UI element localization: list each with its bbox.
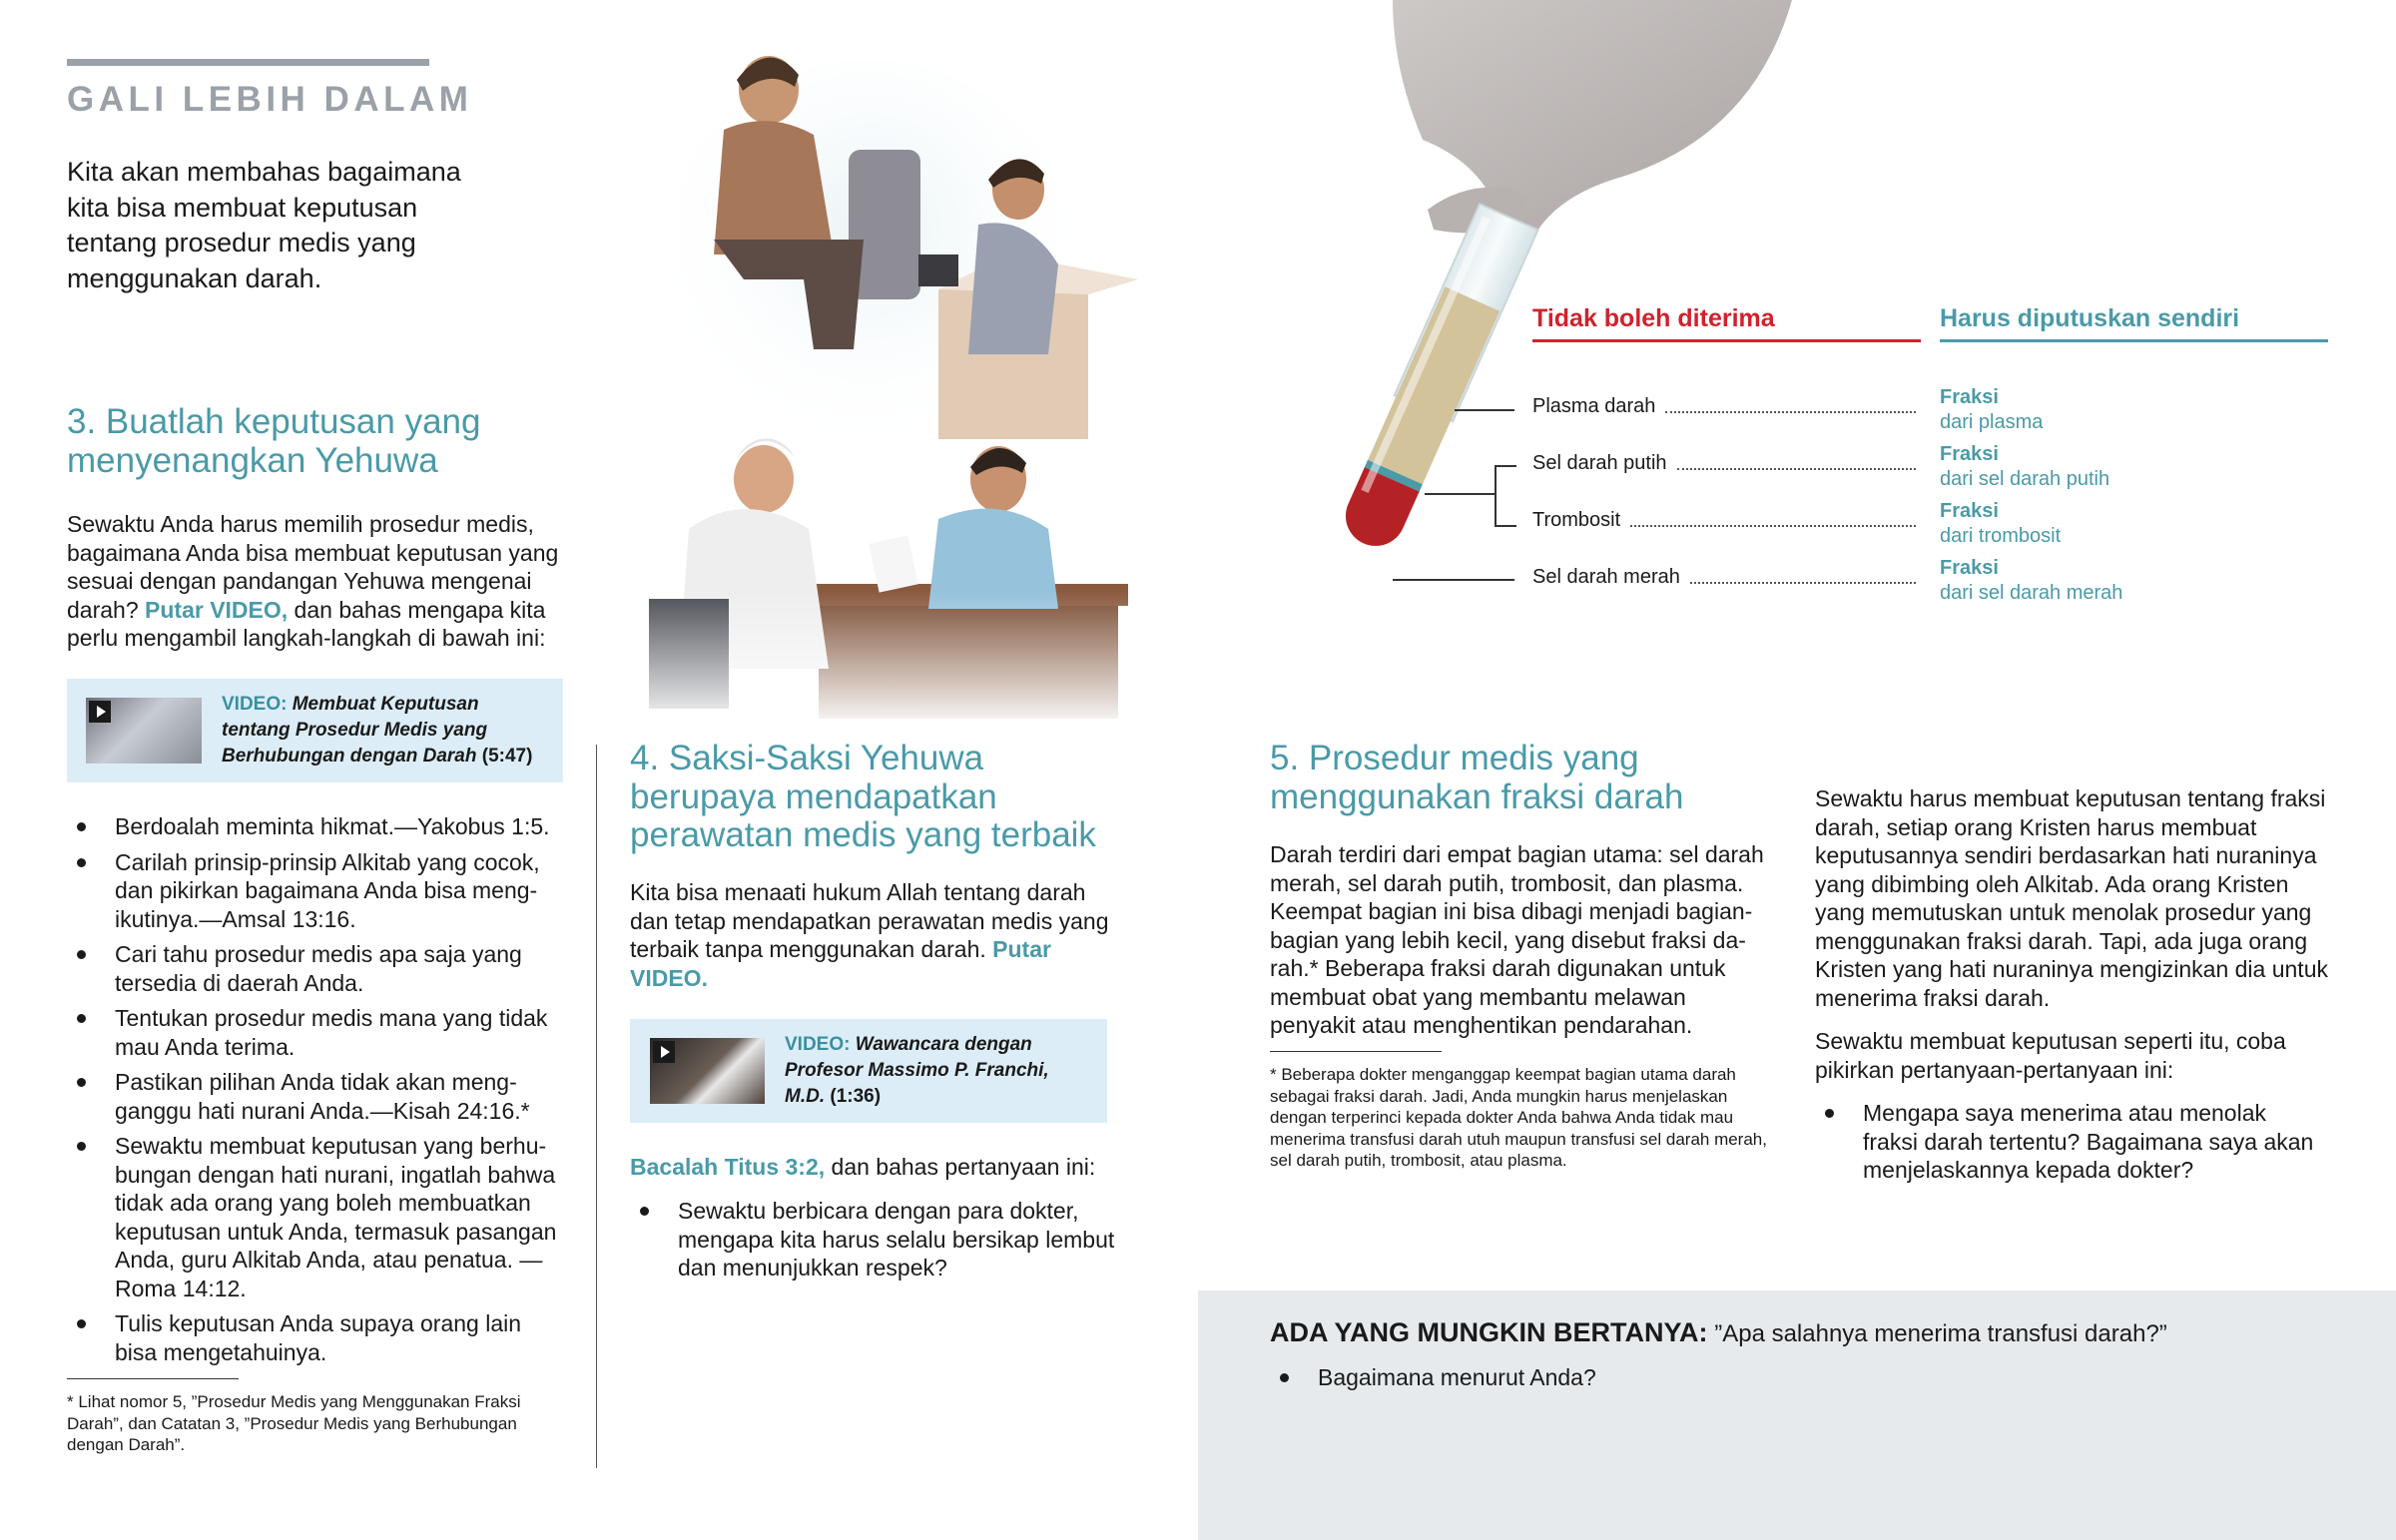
video-duration: (5:47) — [481, 746, 533, 767]
col-header-own-decision: Harus diputuskan sendiri — [1940, 304, 2240, 332]
section-3-paragraph — [67, 510, 566, 653]
leader-bracket — [1495, 465, 1516, 527]
fraction-label: Fraksi — [1940, 443, 1999, 465]
column-divider — [596, 745, 597, 1468]
component-row-plasma — [1532, 395, 1920, 418]
play-icon[interactable] — [89, 701, 111, 723]
component-row-red — [1532, 566, 1920, 589]
fraction-source: dari sel darah putih — [1940, 468, 2110, 490]
list-item: Mengapa saya menerima atau menolak fraksi darah tertentu? Bagaimana saya akan menjelaskannya kepada dokter? — [1815, 1099, 2314, 1185]
fraction-label: Fraksi — [1940, 557, 1999, 579]
fraction-platelets — [1940, 499, 2061, 549]
section-3-bullets — [67, 812, 566, 1373]
component-name: Sel darah merah — [1532, 566, 1680, 588]
ask-box-text: ”Apa salahnya menerima transfusi darah?” — [1707, 1320, 2167, 1347]
fraction-label: Fraksi — [1940, 500, 1999, 522]
fraction-source: dari plasma — [1940, 411, 2044, 433]
fraction-red — [1940, 556, 2122, 606]
fraction-source: dari sel darah merah — [1940, 582, 2123, 604]
component-name: Trombosit — [1532, 509, 1621, 531]
play-video-link-4[interactable]: Putar VIDEO. — [630, 936, 1051, 991]
list-item: Bagaimana menurut Anda? — [1270, 1363, 1969, 1392]
component-row-platelets — [1532, 509, 1920, 532]
kicker: GALI LEBIH DALAM — [67, 80, 473, 119]
list-item: Tentukan prosedur medis mana yang tidak mau Anda terima. — [67, 1004, 566, 1061]
leader-line — [1393, 579, 1514, 581]
play-icon[interactable] — [653, 1041, 675, 1063]
section-5-paragraph-2: Sewaktu harus membuat keputusan tentang fraksi darah, setiap orang Kristen harus membuat keputusannya sendiri berdasarkan hati nuraninya yang dibimbing oleh Alkitab. Ada orang Kristen yang memutuskan untuk menolak prosedur yang menggunakan fraksi darah. Tapi, ada juga orang Kristen yang hati nuraninya mengizinkan dia untuk menerima fraksi darah. — [1815, 785, 2328, 1011]
list-item: Sewaktu berbicara dengan para dokter, mengapa kita harus selalu bersikap lembut dan menunjukkan respek? — [630, 1197, 1129, 1283]
section-5-paragraph-3: Sewaktu membuat keputusan seperti itu, coba pikirkan pertanyaan-pertanyaan ini: — [1815, 1028, 2286, 1083]
video-duration: (1:36) — [830, 1086, 882, 1107]
consultation-illustration — [619, 40, 1138, 729]
kicker-rule — [67, 59, 429, 66]
list-item: Carilah prinsip-prinsip Alkitab yang cocok, dan pikirkan bagaimana Anda bisa meng-ikutinya.—Amsal 13:16. — [67, 848, 566, 934]
video-label: VIDEO: — [785, 1034, 851, 1055]
footnote-rule — [67, 1378, 239, 1379]
video-thumbnail[interactable] — [650, 1038, 765, 1104]
intro-text: Kita akan membahas bagaimana kita bisa membuat keputusan tentang prosedur medis yang menggunakan darah. — [67, 157, 461, 293]
play-video-link-3[interactable]: Putar VIDEO, — [145, 596, 289, 623]
footnote-rule — [1270, 1051, 1442, 1052]
ask-box-bullets — [1270, 1363, 1969, 1399]
section-3-title: 3. Buatlah keputusan yang menyenangkan Yehuwa — [67, 402, 481, 480]
section-3-para-before: Sewaktu Anda harus memilih prosedur medis, bagaimana Anda bisa membuat keputusan yang sesuai dengan pandangan Yehuwa mengenai darah? — [67, 511, 559, 623]
ask-box-question — [1270, 1317, 2348, 1348]
leader-line — [1425, 493, 1495, 495]
section-5-footnote: * Beberapa dokter menganggap keempat bagian utama darah sebagai fraksi darah. Jadi, Anda mungkin harus menjelaskan dengan terperinci kepada dokter Anda bahwa Anda tidak mau menerima transfusi darah utuh maupun transfusi sel darah merah, sel darah putih, trombosit, atau plasma. — [1270, 1065, 1767, 1170]
fraction-white — [1940, 442, 2109, 492]
col-rule-teal — [1940, 339, 2328, 342]
section-4-read-after: dan bahas pertanyaan ini: — [825, 1154, 1096, 1180]
video-thumbnail[interactable] — [86, 698, 202, 764]
video-title: Membuat Keputusan tentang Prosedur Medis yang Berhubungan dengan Darah — [222, 694, 488, 767]
component-name: Sel darah putih — [1532, 452, 1667, 474]
video-card-3[interactable] — [67, 679, 563, 782]
list-item: Pastikan pilihan Anda tidak akan meng-ganggu hati nurani Anda.—Kisah 24:16.* — [67, 1068, 566, 1125]
col-rule-red — [1532, 339, 1921, 342]
component-row-white — [1532, 452, 1920, 475]
leader-dots — [1690, 582, 1916, 584]
list-item: Berdoalah meminta hikmat.—Yakobus 1:5. — [67, 812, 566, 841]
fraction-source: dari trombosit — [1940, 525, 2062, 547]
section-4-bullets — [630, 1197, 1129, 1289]
video-caption-3[interactable] — [222, 692, 551, 770]
leader-line — [1455, 409, 1514, 411]
section-3-para-after: dan bahas mengapa kita perlu mengambil langkah-langkah di bawah ini: — [67, 596, 546, 651]
list-item: Tulis keputusan Anda supaya orang lain bisa mengetahuinya. — [67, 1309, 566, 1366]
section-4-paragraph — [630, 878, 1109, 992]
fraction-label: Fraksi — [1940, 386, 1999, 408]
section-5-bullets — [1815, 1099, 2314, 1192]
video-caption-4[interactable] — [785, 1032, 1094, 1110]
section-3-footnote: * Lihat nomor 5, ”Prosedur Medis yang Menggunakan Fraksi Darah”, dan Catatan 3, ”Prosedur Medis yang Berhubungan dengan Darah”. — [67, 1392, 521, 1454]
leader-dots — [1677, 468, 1916, 470]
video-title: Wawancara dengan Profesor Massimo P. Franchi, M.D. — [785, 1034, 1049, 1107]
section-4-read — [630, 1153, 1119, 1182]
ask-box-label: ADA YANG MUNGKIN BERTANYA: — [1270, 1317, 1708, 1347]
video-label: VIDEO: — [222, 694, 288, 715]
bible-link-titus[interactable]: Bacalah Titus 3:2, — [630, 1154, 826, 1180]
list-item: Sewaktu membuat keputusan yang berhu-bungan dengan hati nurani, ingatlah bahwa tidak ada orang yang boleh membuatkan keputusan untuk Anda, termasuk pasangan Anda, guru Alkitab Anda, atau penatua. —Roma 14:12. — [67, 1132, 566, 1302]
leader-dots — [1665, 411, 1916, 413]
component-name: Plasma darah — [1532, 395, 1656, 417]
video-card-4[interactable] — [630, 1019, 1107, 1123]
list-item: Cari tahu prosedur medis apa saja yang tersedia di daerah Anda. — [67, 940, 566, 997]
col-header-not-allowed: Tidak boleh diterima — [1532, 304, 1775, 332]
fraction-plasma — [1940, 385, 2043, 435]
section-5-title: 5. Prosedur medis yang menggunakan fraksi darah — [1270, 739, 1684, 816]
section-4-para: Kita bisa menaati hukum Allah tentang darah dan tetap mendapatkan perawatan medis yang terbaik tanpa menggunakan darah. — [630, 879, 1109, 962]
leader-dots — [1630, 525, 1916, 527]
section-5-paragraph: Darah terdiri dari empat bagian utama: sel darah merah, sel darah putih, trombosit, dan plasma. Keempat bagian ini bisa dibagi menjadi bagian-bagian yang lebih kecil, yang disebut fraksi da-rah.* Beberapa fraksi darah digunakan untuk membuat obat yang membantu melawan penyakit atau menghentikan pendarahan. — [1270, 841, 1764, 1038]
section-4-title: 4. Saksi-Saksi Yehuwa berupaya mendapatkan perawatan medis yang terbaik — [630, 739, 1096, 854]
